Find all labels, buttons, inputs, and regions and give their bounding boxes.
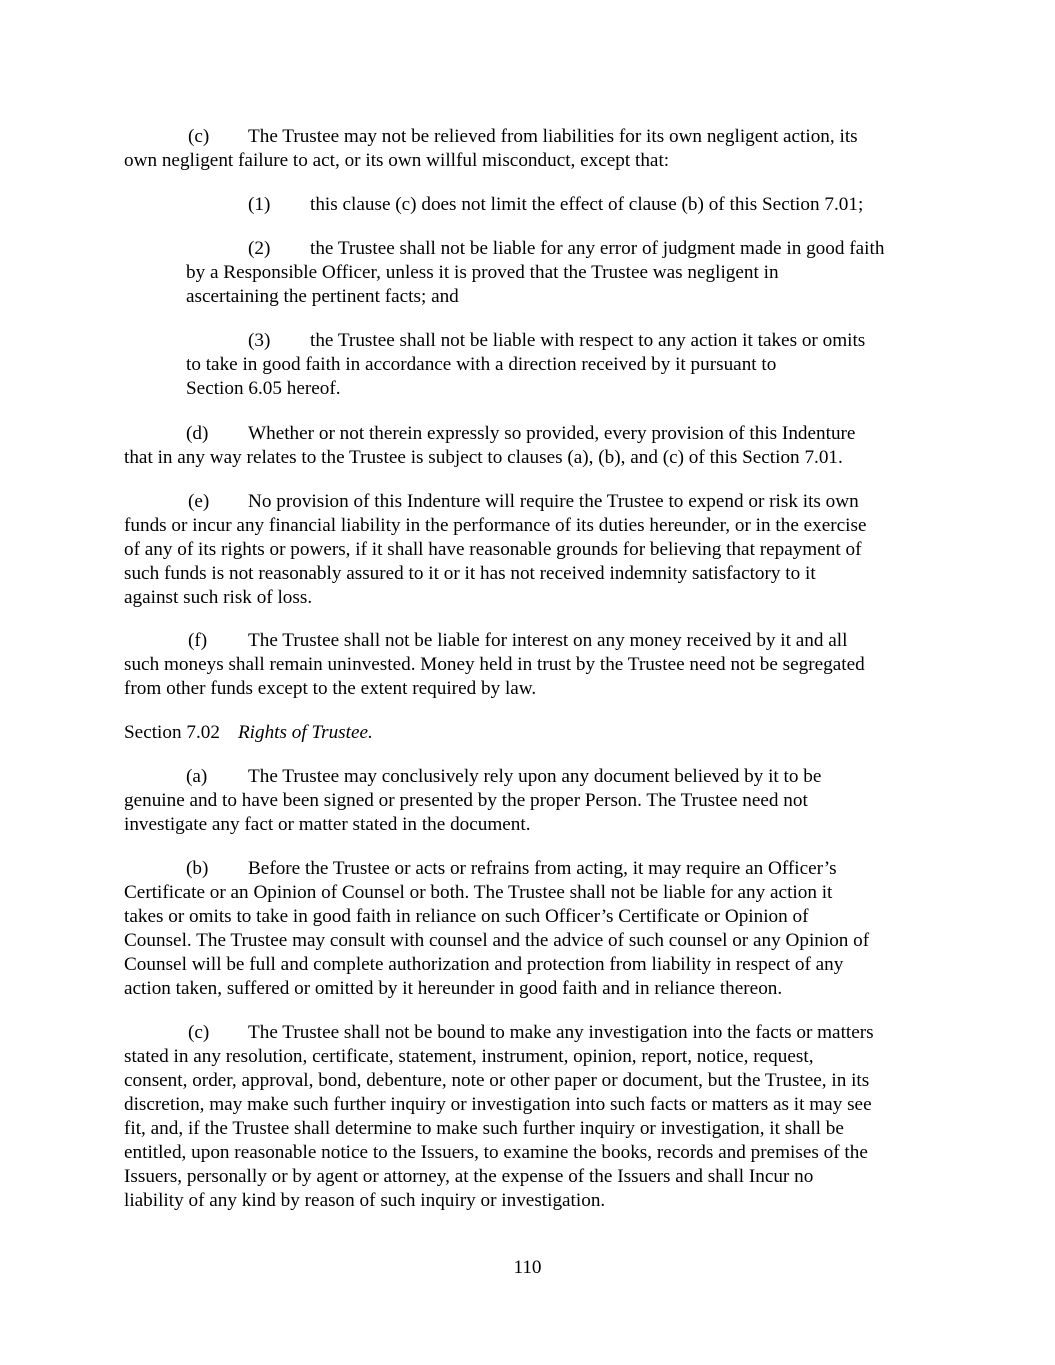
paragraph-line: to take in good faith in accordance with a direction received by it pursuant to bbox=[186, 354, 777, 375]
clause-7-02-a bbox=[124, 765, 936, 837]
paragraph-line: against such risk of loss. bbox=[124, 587, 313, 608]
paragraph-line: Certificate or an Opinion of Counsel or both. The Trustee shall not be liable for any action it bbox=[124, 882, 833, 903]
paragraph-first-line bbox=[124, 125, 936, 149]
clause-label: (a) bbox=[186, 766, 208, 787]
paragraph-first-line bbox=[124, 1021, 936, 1045]
paragraph-line: Counsel. The Trustee may consult with counsel and the advice of such counsel or any Opinion of bbox=[124, 930, 870, 951]
paragraph-line: entitled, upon reasonable notice to the Issuers, to examine the books, records and premises of the bbox=[124, 1142, 868, 1163]
paragraph-line: funds or incur any financial liability in the performance of its duties hereunder, or in the exercise bbox=[124, 515, 867, 536]
paragraph-first-line bbox=[186, 329, 936, 353]
paragraph-first-line bbox=[186, 193, 936, 217]
paragraph-line: that in any way relates to the Trustee is subject to clauses (a), (b), and (c) of this Section 7.01. bbox=[124, 447, 843, 468]
clause-label: (c) bbox=[188, 126, 210, 147]
paragraph-line: genuine and to have been signed or presented by the proper Person. The Trustee need not bbox=[124, 790, 808, 811]
clause-7-01-e bbox=[124, 490, 936, 610]
clause-label: (c) bbox=[188, 1022, 210, 1043]
clause-7-01-c-2 bbox=[186, 237, 936, 309]
clause-label: (3) bbox=[248, 330, 271, 351]
paragraph-first-line bbox=[124, 629, 936, 653]
paragraph-line: own negligent failure to act, or its own willful misconduct, except that: bbox=[124, 150, 670, 171]
section-title: Rights of Trustee. bbox=[237, 722, 373, 743]
clause-label: (e) bbox=[188, 491, 210, 512]
clause-label: (f) bbox=[188, 630, 208, 651]
clause-text: the Trustee shall not be liable with respect to any action it takes or omits bbox=[310, 330, 866, 351]
page-number: 110 bbox=[513, 1257, 542, 1278]
paragraph-first-line bbox=[124, 857, 936, 881]
clause-text: Before the Trustee or acts or refrains from acting, it may require an Officer’s bbox=[248, 858, 837, 879]
paragraph-line: Section 6.05 hereof. bbox=[186, 378, 341, 399]
clause-label: (2) bbox=[248, 238, 271, 259]
paragraph-line: Issuers, personally or by agent or attorney, at the expense of the Issuers and shall Incur no bbox=[124, 1166, 814, 1187]
clause-7-01-f bbox=[124, 629, 936, 701]
paragraph-line: by a Responsible Officer, unless it is proved that the Trustee was negligent in bbox=[186, 262, 779, 283]
paragraph-first-line bbox=[124, 765, 936, 789]
paragraph-line: fit, and, if the Trustee shall determine to make such further inquiry or investigation, it shall be bbox=[124, 1118, 844, 1139]
clause-text: the Trustee shall not be liable for any error of judgment made in good faith bbox=[310, 238, 885, 259]
paragraph-line: investigate any fact or matter stated in the document. bbox=[124, 814, 531, 835]
section-7-02-heading bbox=[124, 721, 373, 745]
clause-text: The Trustee may conclusively rely upon any document believed by it to be bbox=[248, 766, 822, 787]
section-number: Section 7.02 bbox=[124, 722, 220, 743]
paragraph-line: such moneys shall remain uninvested. Money held in trust by the Trustee need not be segregated bbox=[124, 654, 865, 675]
clause-text: No provision of this Indenture will require the Trustee to expend or risk its own bbox=[248, 491, 859, 512]
paragraph-line: discretion, may make such further inquiry or investigation into such facts or matters as it may see bbox=[124, 1094, 872, 1115]
paragraph-line: ascertaining the pertinent facts; and bbox=[186, 286, 459, 307]
clause-text: Whether or not therein expressly so provided, every provision of this Indenture bbox=[248, 423, 856, 444]
clause-7-01-c bbox=[124, 125, 936, 173]
clause-7-01-c-1 bbox=[186, 193, 936, 217]
paragraph-first-line bbox=[124, 422, 936, 446]
paragraph-line: Counsel will be full and complete authorization and protection from liability in respect of any bbox=[124, 954, 844, 975]
clause-label: (1) bbox=[248, 194, 271, 215]
clause-text: The Trustee may not be relieved from liabilities for its own negligent action, its bbox=[248, 126, 858, 147]
paragraph-line: liability of any kind by reason of such inquiry or investigation. bbox=[124, 1190, 606, 1211]
clause-text: The Trustee shall not be bound to make any investigation into the facts or matters bbox=[248, 1022, 874, 1043]
paragraph-line: takes or omits to take in good faith in reliance on such Officer’s Certificate or Opinion of bbox=[124, 906, 809, 927]
clause-7-01-c-3 bbox=[186, 329, 936, 401]
paragraph-first-line bbox=[124, 490, 936, 514]
clause-label: (b) bbox=[186, 858, 209, 879]
paragraph-line: action taken, suffered or omitted by it hereunder in good faith and in reliance thereon. bbox=[124, 978, 783, 999]
paragraph-line: stated in any resolution, certificate, statement, instrument, opinion, report, notice, request, bbox=[124, 1046, 814, 1067]
paragraph-first-line bbox=[186, 237, 936, 261]
clause-7-01-d bbox=[124, 422, 936, 470]
clause-text: this clause (c) does not limit the effect of clause (b) of this Section 7.01; bbox=[310, 194, 864, 215]
clause-7-02-b bbox=[124, 857, 936, 1001]
clause-7-02-c bbox=[124, 1021, 936, 1213]
clause-label: (d) bbox=[186, 423, 209, 444]
paragraph-line: consent, order, approval, bond, debenture, note or other paper or document, but the Trustee, in its bbox=[124, 1070, 870, 1091]
paragraph-line: from other funds except to the extent required by law. bbox=[124, 678, 537, 699]
paragraph-line: of any of its rights or powers, if it shall have reasonable grounds for believing that repayment of bbox=[124, 539, 862, 560]
paragraph-line: such funds is not reasonably assured to it or it has not received indemnity satisfactory to it bbox=[124, 563, 816, 584]
clause-text: The Trustee shall not be liable for interest on any money received by it and all bbox=[248, 630, 848, 651]
